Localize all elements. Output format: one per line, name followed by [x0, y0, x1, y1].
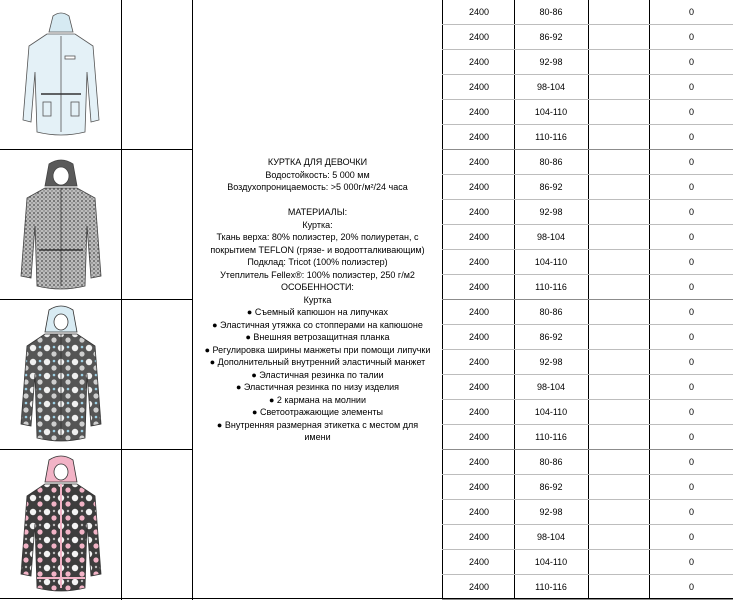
size-cell: 92-98 [539, 357, 563, 367]
price-cell: 2400 [468, 357, 490, 367]
quantity-cell: 0 [688, 532, 694, 542]
description-line: покрытием TEFLON (грязе- и водоотталкивающим) [210, 244, 425, 255]
product-description [194, 156, 441, 444]
description-line: Куртка: [302, 219, 333, 230]
quantity-cell: 0 [688, 207, 694, 217]
size-cell: 98-104 [536, 232, 566, 242]
group-separator [0, 149, 193, 150]
description-gap [194, 194, 441, 207]
quantity-cell: 0 [688, 307, 694, 317]
quantity-cell: 0 [688, 557, 694, 567]
description-line: МАТЕРИАЛЫ: [287, 207, 348, 217]
size-cell: 80-86 [539, 457, 563, 467]
description-line: ● Внутренняя размерная этикетка с местом для [216, 419, 419, 430]
price-cell: 2400 [468, 57, 490, 67]
quantity-cell: 0 [688, 32, 694, 42]
size-cell: 92-98 [539, 57, 563, 67]
jacket-image-light-blue [1, 2, 121, 148]
quantity-cell: 0 [688, 457, 694, 467]
description-line: Ткань верха: 80% полиэстер, 20% полиуретан, с [216, 232, 419, 242]
group-separator [0, 449, 193, 450]
description-line: ● 2 кармана на молнии [268, 394, 366, 405]
size-cell: 92-98 [539, 507, 563, 517]
quantity-cell: 0 [688, 107, 694, 117]
price-cell: 2400 [468, 532, 490, 542]
quantity-cell: 0 [688, 282, 694, 292]
size-cell: 104-110 [534, 107, 568, 117]
description-line: Куртка [303, 294, 332, 305]
quantity-cell: 0 [688, 7, 694, 17]
price-cell: 2400 [468, 457, 490, 467]
quantity-cell: 0 [688, 507, 694, 517]
price-cell: 2400 [468, 82, 490, 92]
price-cell: 2400 [468, 7, 490, 17]
description-line: ОСОБЕННОСТИ: [281, 282, 354, 292]
description-line: ● Эластичная резинка по талии [251, 369, 384, 380]
quantity-cell: 0 [688, 182, 694, 192]
jacket-drawing [21, 306, 101, 441]
price-cell: 2400 [468, 207, 490, 217]
description-line: ● Эластичная утяжка со стопперами на капюшоне [212, 319, 423, 330]
price-cell: 2400 [468, 257, 490, 267]
description-line: ● Регулировка ширины манжеты при помощи липучки [204, 344, 431, 355]
jacket-drawing [23, 13, 99, 135]
size-cell: 104-110 [534, 557, 568, 567]
quantity-cell: 0 [688, 57, 694, 67]
size-cell: 98-104 [536, 382, 566, 392]
size-cell: 86-92 [539, 32, 563, 42]
quantity-cell: 0 [688, 382, 694, 392]
price-cell: 2400 [468, 157, 490, 167]
col-line [442, 0, 443, 600]
size-cell: 98-104 [536, 532, 566, 542]
description-line: ● Съемный капюшон на липучках [246, 307, 389, 317]
jacket-image-gray-melange [1, 152, 121, 298]
jacket-drawing [21, 160, 101, 289]
quantity-cell: 0 [688, 132, 694, 142]
quantity-cell: 0 [688, 357, 694, 367]
quantity-cell: 0 [688, 407, 694, 417]
description-line: ● Внешняя ветрозащитная планка [245, 332, 390, 342]
size-cell: 80-86 [539, 7, 563, 17]
price-cell: 2400 [468, 582, 490, 592]
quantity-cell: 0 [688, 257, 694, 267]
quantity-cell: 0 [688, 232, 694, 242]
price-cell: 2400 [468, 182, 490, 192]
size-cell: 86-92 [539, 182, 563, 192]
price-cell: 2400 [468, 332, 490, 342]
jacket-image-gray-circles [1, 302, 121, 448]
price-cell: 2400 [468, 407, 490, 417]
description-line: ● Эластичная резинка по низу изделия [235, 382, 400, 392]
quantity-cell: 0 [688, 82, 694, 92]
description-line: Воздухопроницаемость: >5 000г/м²/24 часа [227, 182, 408, 192]
description-line: Водостойкость: 5 000 мм [265, 169, 370, 180]
price-cell: 2400 [468, 432, 490, 442]
price-cell: 2400 [468, 557, 490, 567]
price-cell: 2400 [468, 282, 490, 292]
size-cell: 110-116 [535, 432, 567, 442]
price-cell: 2400 [468, 482, 490, 492]
price-cell: 2400 [468, 32, 490, 42]
price-cell: 2400 [468, 507, 490, 517]
col-line [121, 0, 122, 600]
size-cell: 86-92 [539, 482, 563, 492]
jacket-drawing [21, 456, 101, 591]
price-cell: 2400 [468, 107, 490, 117]
jacket-image-dark-pink-circles [1, 452, 121, 598]
quantity-cell: 0 [688, 332, 694, 342]
description-line: имени [304, 432, 331, 442]
size-cell: 92-98 [539, 207, 563, 217]
size-cell: 110-116 [535, 582, 567, 592]
size-cell: 110-116 [535, 282, 567, 292]
price-cell: 2400 [468, 132, 490, 142]
price-cell: 2400 [468, 307, 490, 317]
quantity-cell: 0 [688, 482, 694, 492]
size-cell: 104-110 [534, 407, 568, 417]
size-cell: 98-104 [536, 82, 566, 92]
price-cell: 2400 [468, 382, 490, 392]
description-line: ● Дополнительный внутренний эластичный манжет [209, 357, 426, 367]
col-line [588, 0, 589, 600]
quantity-cell: 0 [688, 157, 694, 167]
size-cell: 110-116 [535, 132, 567, 142]
size-cell: 104-110 [534, 257, 568, 267]
description-line: Утеплитель Fellex®: 100% полиэстер, 250 г/м2 [220, 269, 415, 280]
col-line [192, 0, 193, 600]
size-cell: 86-92 [539, 332, 563, 342]
group-separator [0, 299, 193, 300]
quantity-cell: 0 [688, 432, 694, 442]
price-cell: 2400 [468, 232, 490, 242]
description-line: КУРТКА ДЛЯ ДЕВОЧКИ [267, 157, 368, 167]
quantity-cell: 0 [688, 582, 694, 592]
size-cell: 80-86 [539, 307, 563, 317]
size-cell: 80-86 [539, 157, 563, 167]
description-line: Подклад: Tricot (100% полиэстер) [247, 257, 388, 267]
description-line: ● Светоотражающие элементы [252, 407, 383, 417]
